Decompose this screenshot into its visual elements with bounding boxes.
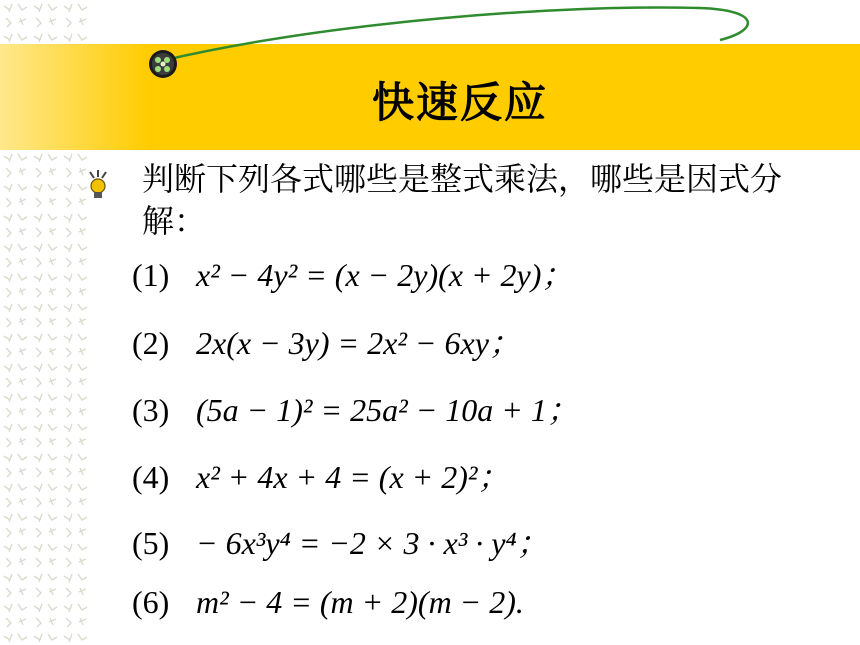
green-ball-icon [149, 50, 177, 78]
equation-text: 2x(x − 3y) = 2x² − 6xy； [196, 325, 521, 361]
equation-item-2 [132, 318, 521, 364]
equation-item-1 [132, 250, 573, 296]
item-number: (3) [132, 392, 170, 428]
decorative-curve [0, 0, 860, 80]
equation-text: x² + 4x + 4 = (x + 2)²； [196, 459, 510, 495]
equation-text: (5a − 1)² = 25a² − 10a + 1； [196, 392, 579, 428]
item-number: (6) [132, 584, 170, 620]
item-number: (5) [132, 525, 170, 561]
equation-item-5 [132, 518, 549, 564]
lightbulb-icon [85, 170, 111, 200]
equation-item-3 [132, 385, 579, 431]
equation-item-6 [132, 584, 524, 621]
equation-item-4 [132, 452, 510, 498]
equation-text: m² − 4 = (m + 2)(m − 2). [196, 584, 524, 620]
item-number: (4) [132, 459, 170, 495]
item-number: (1) [132, 257, 170, 293]
equation-text: x² − 4y² = (x − 2y)(x + 2y)； [196, 257, 574, 293]
question-prompt: 判断下列各式哪些是整式乘法，哪些是因式分解： [142, 160, 783, 240]
slide-title: 快速反应 [372, 78, 549, 127]
item-number: (2) [132, 325, 170, 361]
equation-text: − 6x³y⁴ = −2 × 3 · x³ · y⁴； [196, 525, 549, 561]
